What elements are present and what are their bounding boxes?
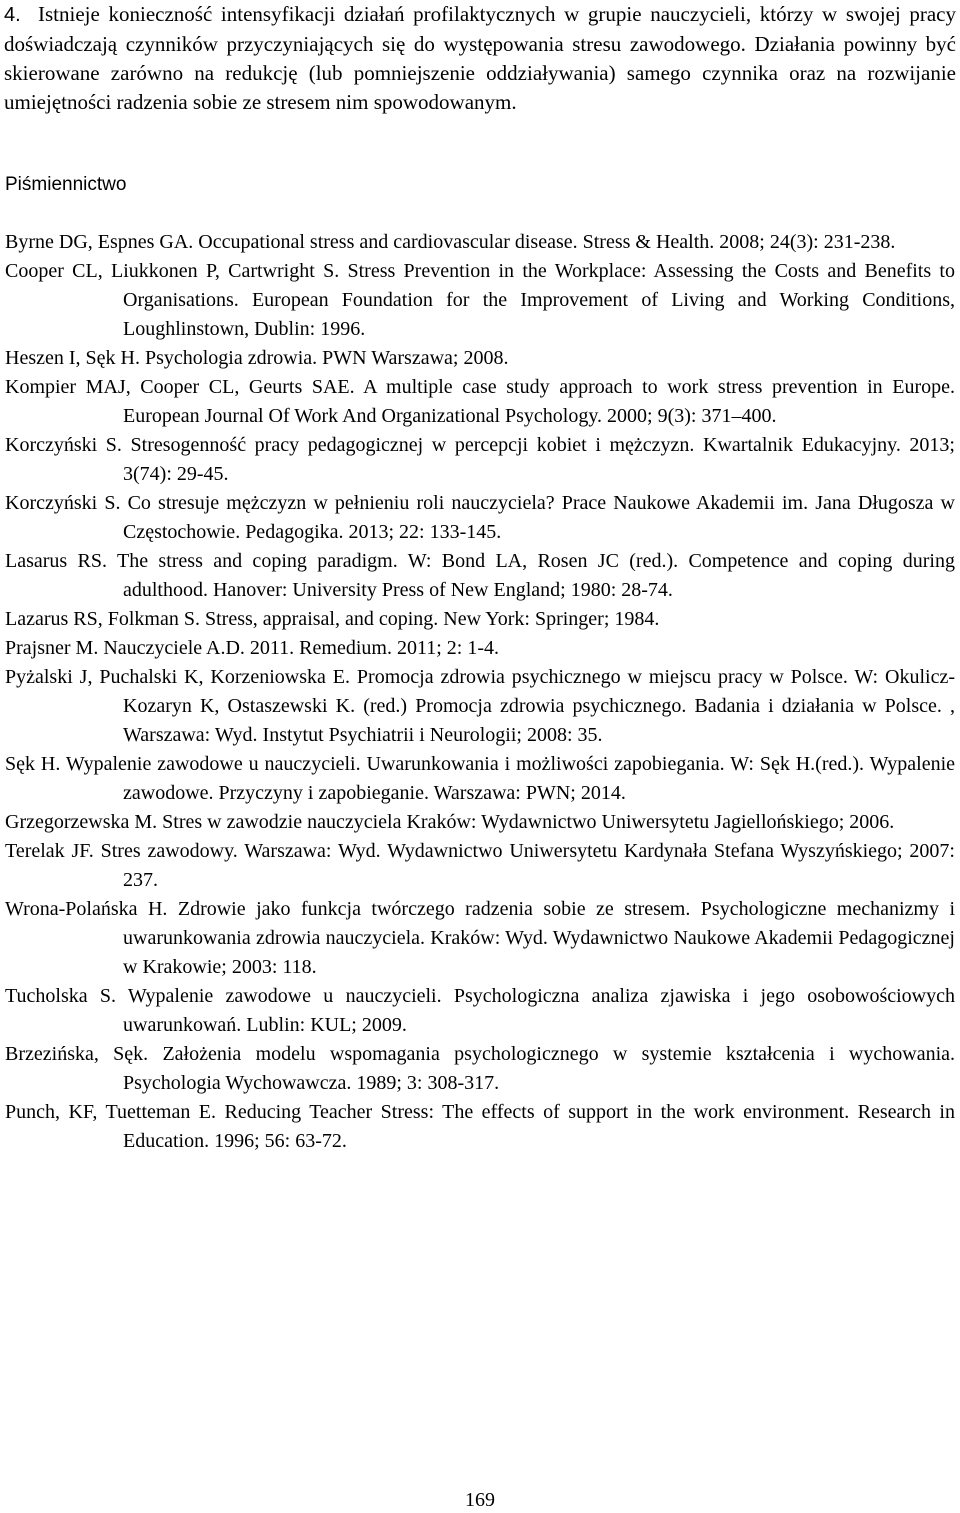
reference-item: Byrne DG, Espnes GA. Occupational stress and cardiovascular disease. Stress & Health. 2008; 24(3): 231-238. [5, 231, 896, 253]
reference-item: Korczyński S. Co stresuje mężczyzn w pełnieniu roli nauczyciela? Prace Naukowe Akademii im. Jana Długosza w Częstochowie. Pedagogika. 2013; 22: 133-145. [5, 492, 955, 543]
reference-item: Korczyński S. Stresogenność pracy pedagogicznej w percepcji kobiet i mężczyzn. Kwartalnik Edukacyjny. 2013; 3(74): 29-45. [5, 434, 955, 485]
conclusion-number: 4. [4, 4, 21, 26]
reference-list [5, 228, 955, 1156]
reference-item: Pyżalski J, Puchalski K, Korzeniowska E. Promocja zdrowia psychicznego w miejscu pracy w Polsce. W: Okulicz-Kozaryn K, Ostaszewski K. (red.) Promocja zdrowia psychicznego. Badania i działania w Polsce. , Warszawa: Wyd. Instytut Psychiatrii i Neurologii; 2008: 35. [5, 666, 955, 746]
reference-item: Punch, KF, Tuetteman E. Reducing Teacher Stress: The effects of support in the work environment. Research in Education. 1996; 56: 63-72. [5, 1101, 955, 1152]
conclusion-text: Istnieje konieczność intensyfikacji działań profilaktycznych w grupie nauczycieli, którzy w swojej pracy doświadczają czynników przyczyniających się do występowania stresu zawodowego. Działania powinny być skierowane zarówno na redukcję (lub pomniejszenie oddziaływania) samego czynnika oraz na rozwijanie umiejętności radzenia sobie ze stresem nim spowodowanym. [4, 2, 957, 114]
reference-item: Tucholska S. Wypalenie zawodowe u nauczycieli. Psychologiczna analiza zjawiska i jego osobowościowych uwarunkowań. Lublin: KUL; 2009. [5, 985, 955, 1036]
reference-item: Lazarus RS, Folkman S. Stress, appraisal, and coping. New York: Springer; 1984. [5, 608, 660, 630]
reference-item: Heszen I, Sęk H. Psychologia zdrowia. PWN Warszawa; 2008. [5, 347, 509, 369]
conclusion-paragraph [4, 0, 956, 117]
page-number: 169 [465, 1489, 495, 1511]
reference-item: Grzegorzewska M. Stres w zawodzie nauczyciela Kraków: Wydawnictwo Uniwersytetu Jagiellońskiego; 2006. [5, 811, 895, 833]
bibliography-heading: Piśmiennictwo [5, 174, 127, 195]
reference-item: Lasarus RS. The stress and coping paradigm. W: Bond LA, Rosen JC (red.). Competence and coping during adulthood. Hanover: University Press of New England; 1980: 28-74. [5, 550, 955, 601]
reference-item: Kompier MAJ, Cooper CL, Geurts SAE. A multiple case study approach to work stress prevention in Europe. European Journal Of Work And Organizational Psychology. 2000; 9(3): 371–400. [5, 376, 955, 427]
reference-item: Sęk H. Wypalenie zawodowe u nauczycieli. Uwarunkowania i możliwości zapobiegania. W: Sęk H.(red.). Wypalenie zawodowe. Przyczyny i zapobieganie. Warszawa: PWN; 2014. [5, 753, 955, 804]
reference-item: Cooper CL, Liukkonen P, Cartwright S. Stress Prevention in the Workplace: Assessing the Costs and Benefits to Organisations. European Foundation for the Improvement of Living and Working Conditions, Loughlinstown, Dublin: 1996. [5, 260, 955, 340]
reference-item: Terelak JF. Stres zawodowy. Warszawa: Wyd. Wydawnictwo Uniwersytetu Kardynała Stefana Wyszyńskiego; 2007: 237. [5, 840, 955, 891]
reference-item: Prajsner M. Nauczyciele A.D. 2011. Remedium. 2011; 2: 1-4. [5, 637, 499, 659]
reference-item: Brzezińska, Sęk. Założenia modelu wspomagania psychologicznego w systemie kształcenia i wychowania. Psychologia Wychowawcza. 1989; 3: 308-317. [5, 1043, 955, 1094]
reference-item: Wrona-Polańska H. Zdrowie jako funkcja twórczego radzenia sobie ze stresem. Psychologiczne mechanizmy i uwarunkowania zdrowia nauczyciela. Kraków: Wyd. Wydawnictwo Naukowe Akademii Pedagogicznej w Krakowie; 2003: 118. [5, 898, 955, 978]
